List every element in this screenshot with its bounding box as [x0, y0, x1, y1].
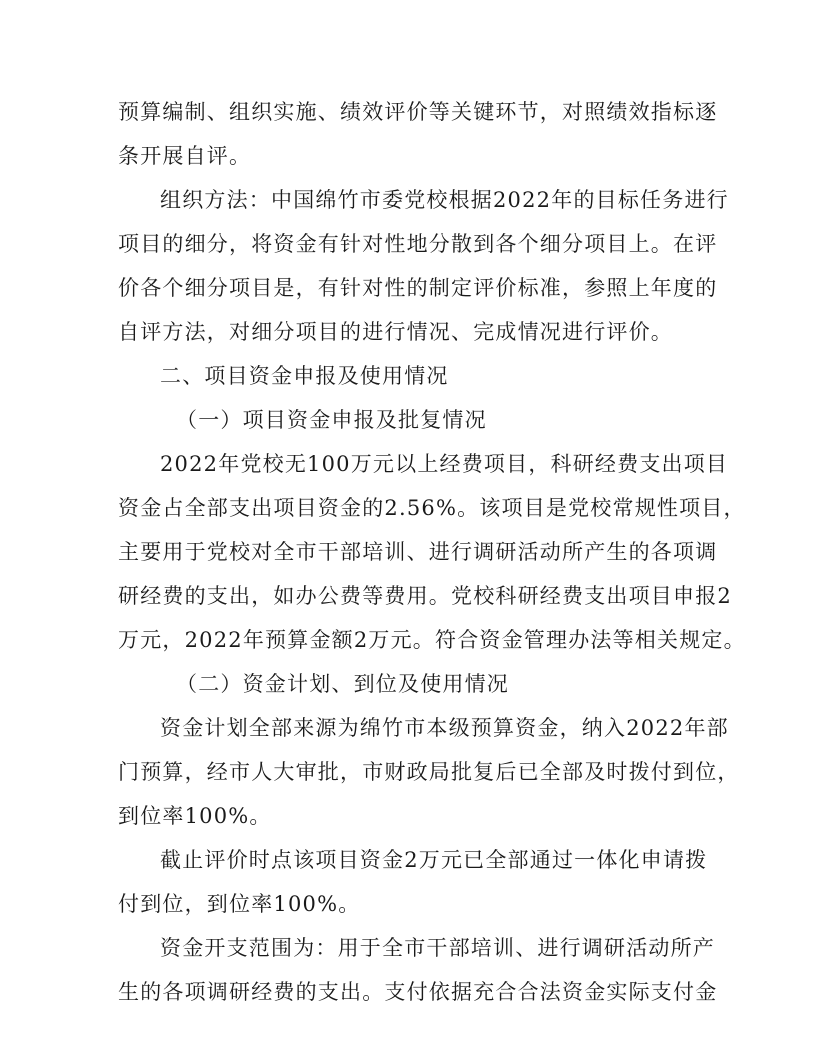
text-line: 门预算，经市人大审批，市财政局批复后已全部及时拨付到位， — [118, 760, 740, 784]
paragraph-start: 截止评价时点该项目资金2万元已全部通过一体化申请拨 — [160, 848, 708, 872]
text-line: 资金占全部支出项目资金的2.56%。该项目是党校常规性项目， — [118, 496, 746, 520]
text-line: 价各个细分项目是，有针对性的制定评价标准，参照上年度的 — [118, 276, 718, 300]
text-line: 自评方法，对细分项目的进行情况、完成情况进行评价。 — [118, 320, 673, 344]
text-line: 预算编制、组织实施、绩效评价等关键环节，对照绩效指标逐 — [118, 100, 718, 124]
paragraph-start: 资金开支范围为：用于全市干部培训、进行调研活动所产 — [160, 936, 715, 960]
section-heading: 二、项目资金申报及使用情况 — [160, 364, 449, 388]
text-line: 项目的细分，将资金有针对性地分散到各个细分项目上。在评 — [118, 232, 718, 256]
text-line: 生的各项调研经费的支出。支付依据充合合法资金实际支付金 — [118, 980, 718, 1004]
text-line: 条开展自评。 — [118, 144, 252, 168]
text-line: 研经费的支出，如办公费等费用。党校科研经费支出项目申报2 — [118, 584, 732, 608]
paragraph-start: 组织方法：中国绵竹市委党校根据2022年的目标任务进行 — [160, 188, 729, 212]
text-line: 万元，2022年预算金额2万元。符合资金管理办法等相关规定。 — [118, 628, 746, 652]
paragraph-start: 2022年党校无100万元以上经费项目，科研经费支出项目 — [160, 452, 729, 476]
text-line: 主要用于党校对全市干部培训、进行调研活动所产生的各项调 — [118, 540, 718, 564]
subsection-heading: （二）资金计划、到位及使用情况 — [176, 672, 509, 696]
text-line: 到位率100%。 — [118, 804, 272, 828]
subsection-heading: （一）项目资金申报及批复情况 — [176, 408, 487, 432]
text-line: 付到位，到位率100%。 — [118, 892, 361, 916]
paragraph-start: 资金计划全部来源为绵竹市本级预算资金，纳入2022年部 — [160, 716, 729, 740]
